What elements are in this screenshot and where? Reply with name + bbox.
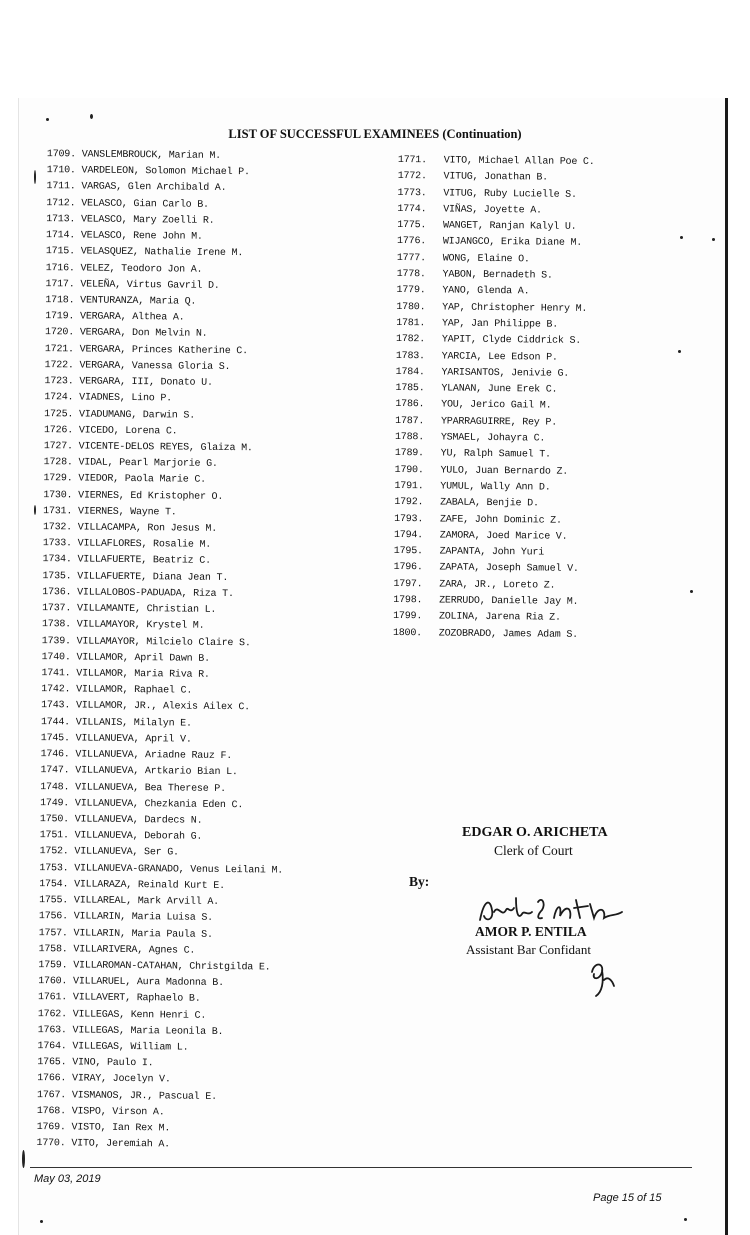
examinee-name: VIADNES, Lino P. — [79, 392, 173, 405]
examinee-name: ZAMORA, Joed Marice V. — [439, 530, 568, 543]
examinee-name: VIDAL, Pearl Marjorie G. — [78, 457, 218, 471]
examinee-number: 1773. — [397, 187, 427, 199]
examinee-number: 1719. — [45, 311, 75, 323]
examinee-number: 1800. — [392, 627, 423, 639]
examinee-number: 1776. — [397, 236, 427, 248]
examinee-number: 1798. — [393, 594, 423, 607]
examinee-number: 1771. — [397, 154, 427, 167]
examinee-name: VILLANUEVA, Ser G. — [74, 846, 179, 859]
examinee-number: 1751. — [39, 830, 69, 842]
examinee-name: ZAFE, John Dominic Z. — [439, 513, 562, 527]
examinee-name: VILLEGAS, Maria Leonila B. — [72, 1025, 224, 1038]
handwritten-initials — [584, 958, 618, 998]
examinee-number: 1785. — [395, 383, 425, 395]
clerk-title: Clerk of Court — [494, 843, 573, 858]
examinee-name: VILLAMAYOR, Krystel M. — [76, 619, 205, 633]
examinee-name: VERGARA, Althea A. — [79, 311, 185, 324]
examinee-name: VILLAREAL, Mark Arvill A. — [73, 895, 219, 909]
examinee-name: VIEDOR, Paola Marie C. — [78, 473, 207, 487]
examinee-number: 1774. — [397, 203, 427, 216]
examinee-number: 1781. — [396, 317, 426, 330]
examinee-name: VILLANUEVA, April V. — [75, 733, 192, 746]
examinee-number: 1742. — [41, 684, 71, 696]
examinee-number: 1718. — [45, 295, 75, 307]
examinee-number: 1795. — [393, 546, 423, 558]
examinee-name: VELASQUEZ, Nathalie Irene M. — [80, 246, 244, 260]
list-heading: LIST OF SUCCESSFUL EXAMINEES (Continuation) — [228, 127, 522, 141]
examinee-number: 1796. — [393, 562, 423, 574]
scan-speck — [712, 238, 715, 241]
examinee-number: 1779. — [396, 285, 426, 297]
examinee-name: YARISANTOS, Jenivie G. — [441, 367, 570, 380]
examinee-name: ZAPANTA, John Yuri — [439, 546, 545, 559]
examinee-number: 1737. — [42, 603, 72, 615]
scan-speck — [680, 236, 683, 239]
examinee-number: 1765. — [37, 1057, 67, 1069]
examinee-number: 1791. — [394, 480, 424, 493]
examinee-number: 1745. — [40, 732, 70, 745]
examinee-row — [393, 626, 723, 646]
examinee-name: VILLARIN, Maria Luisa S. — [73, 911, 214, 925]
examinee-number: 1760. — [38, 976, 68, 988]
examinee-number: 1762. — [37, 1008, 67, 1020]
examinee-number: 1789. — [394, 448, 424, 460]
examinee-number: 1799. — [393, 611, 423, 623]
examinee-name: VILLAROMAN-CATAHAN, Christgilda E. — [73, 960, 271, 974]
examinee-name: VILLANUEVA, Bea Therese P. — [75, 781, 226, 795]
examinee-number: 1794. — [393, 529, 424, 542]
examinee-name: VERGARA, Don Melvin N. — [79, 327, 208, 341]
examinee-number: 1790. — [394, 464, 424, 476]
examinee-number: 1732. — [42, 522, 73, 534]
examinee-number: 1713. — [46, 213, 76, 226]
examinee-number: 1735. — [42, 570, 72, 583]
footer-page-number: Page 15 of 15 — [593, 1192, 662, 1204]
examinee-number: 1725. — [44, 408, 74, 420]
examinee-name: YOU, Jerico Gail M. — [441, 399, 552, 413]
examinee-number: 1775. — [397, 220, 427, 232]
examinee-number: 1752. — [39, 846, 69, 858]
examinee-number: 1711. — [46, 181, 76, 193]
examinee-name: VILLAMAYOR, Milcielo Claire S. — [76, 636, 251, 649]
examinee-number: 1772. — [397, 171, 427, 183]
examinee-number: 1797. — [393, 578, 423, 590]
examinee-name: YAP, Christopher Henry M. — [442, 302, 588, 315]
examinee-number: 1714. — [45, 230, 76, 242]
examinee-number: 1749. — [40, 797, 70, 810]
examinee-name: VILLANUEVA, Artkario Bian L. — [75, 765, 238, 779]
examinee-name: YABON, Bernadeth S. — [442, 269, 553, 282]
examinee-number: 1746. — [40, 749, 70, 761]
examinee-number: 1720. — [44, 327, 75, 339]
examinee-name: YARCIA, Lee Edson P. — [441, 351, 558, 364]
examinee-name: VELEÑA, Virtus Gavril D. — [80, 279, 220, 292]
examinee-name: VISMANOS, JR., Pascual E. — [71, 1090, 217, 1103]
examinee-number: 1787. — [395, 415, 425, 428]
examinee-number: 1730. — [43, 489, 73, 501]
examinee-number: 1783. — [395, 350, 425, 362]
examinee-name: VILLAMOR, April Dawn B. — [76, 652, 210, 665]
examinee-name: VIADUMANG, Darwin S. — [78, 408, 196, 422]
handwritten-signature — [476, 894, 626, 926]
examinee-name: ZAPATA, Joseph Samuel V. — [439, 562, 579, 576]
examinee-name: ZOZOBRADO, James Adam S. — [438, 628, 579, 641]
examinee-name: ZERRUDO, Danielle Jay M. — [439, 595, 579, 608]
examinee-number: 1780. — [396, 301, 426, 313]
examinee-name: VITO, Jeremiah A. — [71, 1138, 171, 1151]
examinee-name: VILLALOBOS-PADUADA, Riza T. — [77, 587, 234, 601]
examinee-name: VILLANUEVA, Chezkania Eden C. — [74, 798, 244, 811]
scan-speck — [690, 590, 693, 593]
examinee-number: 1712. — [46, 197, 76, 210]
examinee-name: YU, Ralph Samuel T. — [440, 448, 551, 461]
examinee-name: VILLANUEVA, Ariadne Rauz F. — [75, 749, 233, 763]
examinee-number: 1726. — [43, 424, 74, 437]
examinee-name: VILLARAZA, Reinald Kurt E. — [74, 879, 225, 892]
examinee-number: 1722. — [44, 359, 74, 372]
examinee-number: 1778. — [396, 269, 426, 281]
examinee-number: 1768. — [36, 1105, 66, 1118]
examinee-number: 1759. — [38, 960, 68, 972]
examinee-number: 1753. — [39, 862, 69, 875]
examinee-number: 1758. — [38, 943, 68, 956]
examinee-number: 1738. — [41, 619, 72, 631]
examinee-name: VIÑAS, Joyette A. — [443, 204, 542, 217]
examinee-name: VERGARA, Vanessa Gloria S. — [79, 360, 231, 373]
examinee-name: VISPO, Virson A. — [71, 1106, 165, 1119]
examinee-number: 1770. — [36, 1138, 66, 1150]
footer-date: May 03, 2019 — [34, 1173, 101, 1185]
examinee-number: 1793. — [394, 513, 424, 525]
examinee-number: 1734. — [42, 554, 72, 566]
examinee-number: 1767. — [36, 1089, 67, 1102]
examinee-number: 1784. — [395, 366, 425, 379]
examinee-name: VILLAFUERTE, Beatriz C. — [77, 554, 211, 568]
examinee-name: YAPIT, Clyde Ciddrick S. — [441, 334, 582, 348]
examinee-number: 1750. — [39, 814, 70, 826]
examinee-name: ZARA, JR., Loreto Z. — [439, 579, 556, 592]
scan-speck — [90, 114, 93, 119]
examinee-name: VILLAMOR, JR., Alexis Ailex C. — [75, 700, 251, 714]
examinee-name: YPARRAGUIRRE, Rey P. — [440, 416, 558, 429]
assistant-title: Assistant Bar Confidant — [466, 942, 591, 957]
examinee-name: VILLAFUERTE, Diana Jean T. — [77, 571, 229, 584]
examinee-number: 1731. — [43, 505, 73, 518]
examinee-name: VILLARUEL, Aura Madonna B. — [73, 976, 224, 990]
by-label: By: — [409, 874, 430, 889]
examinee-number: 1757. — [38, 927, 68, 939]
examinee-number: 1740. — [41, 651, 71, 664]
examinee-number: 1754. — [39, 878, 69, 891]
examinee-number: 1744. — [40, 716, 71, 729]
examinee-name: ZABALA, Benjie D. — [440, 497, 539, 510]
examinee-number: 1786. — [395, 399, 425, 411]
examinee-name: VILLAFLORES, Rosalie M. — [77, 538, 212, 552]
examinee-name: VIERNES, Wayne T. — [77, 506, 177, 519]
examinee-number: 1743. — [41, 700, 71, 712]
examinee-number: 1777. — [396, 252, 426, 265]
examinee-name: VANSLEMBROUCK, Marian M. — [81, 149, 222, 162]
examinee-name: YAP, Jan Philippe B. — [441, 318, 559, 331]
examinee-number: 1769. — [36, 1122, 66, 1134]
examinee-name: VILLAVERT, Raphaelo B. — [72, 992, 201, 1006]
examinee-name: VERGARA, III, Donato U. — [79, 376, 213, 389]
examinee-number: 1788. — [394, 432, 425, 444]
examinee-name: VILLAMOR, Raphael C. — [76, 684, 193, 697]
examinee-name: YSMAEL, Johayra C. — [440, 432, 546, 445]
examinee-number: 1756. — [38, 911, 68, 923]
examinee-name: WANGET, Ranjan Kalyl U. — [442, 220, 577, 234]
examinee-name: VILLACAMPA, Ron Jesus M. — [77, 522, 218, 535]
examinee-name: YUMUL, Wally Ann D. — [440, 481, 551, 494]
examinee-name: VILLARIVERA, Agnes C. — [73, 944, 196, 957]
examinee-number: 1724. — [44, 392, 74, 404]
scan-speck — [46, 118, 49, 121]
examinee-name: VILLANUEVA, Deborah G. — [74, 830, 203, 843]
examinee-number: 1723. — [44, 376, 74, 388]
examinee-list-left — [25, 147, 396, 1156]
examinee-name: VICENTE-DELOS REYES, Glaiza M. — [78, 441, 253, 455]
examinee-number: 1755. — [39, 895, 69, 907]
examinee-name: VILLEGAS, William L. — [72, 1041, 189, 1054]
examinee-name: WIJANGCO, Erika Diane M. — [442, 236, 583, 250]
examinee-name: YLANAN, June Erek C. — [441, 383, 558, 396]
examinee-name: VICEDO, Lorena C. — [78, 425, 178, 438]
examinee-name: VELASCO, Gian Carlo B. — [81, 198, 209, 211]
examinee-number: 1709. — [46, 149, 76, 161]
examinee-name: YANO, Glenda A. — [442, 285, 530, 298]
examinee-number: 1792. — [394, 497, 424, 509]
examinee-number: 1729. — [43, 473, 73, 485]
examinee-name: VILLARIN, Maria Paula S. — [73, 927, 213, 941]
examinee-number: 1782. — [395, 334, 426, 346]
footer-rule — [30, 1167, 692, 1168]
examinee-number: 1727. — [43, 441, 73, 453]
examinee-name: YULO, Juan Bernardo Z. — [440, 465, 569, 478]
examinee-number: 1747. — [40, 765, 70, 777]
examinee-name: VILLANIS, Milalyn E. — [75, 717, 192, 730]
scan-speck — [34, 170, 36, 184]
scan-speck — [678, 350, 681, 353]
examinee-number: 1715. — [45, 246, 75, 258]
scan-speck — [40, 1220, 43, 1223]
examinee-number: 1739. — [41, 635, 71, 647]
examinee-list-right — [393, 153, 728, 645]
examinee-name: VILLAMOR, Maria Riva R. — [76, 668, 210, 681]
scan-speck — [34, 505, 36, 515]
examinee-name: VILLANUEVA, Dardecs N. — [74, 814, 203, 827]
examinee-number: 1761. — [38, 992, 68, 1004]
examinee-name: VILLAMANTE, Christian L. — [76, 603, 217, 617]
examinee-number: 1717. — [45, 278, 75, 291]
examinee-name: WONG, Elaine O. — [442, 253, 530, 266]
examinee-name: VIERNES, Ed Kristopher O. — [78, 490, 224, 503]
clerk-name: EDGAR O. ARICHETA — [462, 825, 608, 840]
examinee-number: 1736. — [42, 586, 72, 599]
scan-speck — [684, 1218, 687, 1221]
examinee-name: VARDELEON, Solomon Michael P. — [81, 165, 250, 179]
assistant-name: AMOR P. ENTILA — [475, 924, 587, 939]
examinee-name: VITUG, Jonathan B. — [443, 171, 549, 184]
examinee-number: 1733. — [42, 538, 72, 550]
examinee-name: VARGAS, Glen Archibald A. — [81, 181, 227, 195]
examinee-name: VITO, Michael Allan Poe C. — [443, 155, 595, 169]
examinee-name: VENTURANZA, Maria Q. — [80, 295, 197, 308]
examinee-name: VELASCO, Mary Zoelli R. — [80, 214, 215, 227]
examinee-number: 1748. — [40, 781, 70, 793]
examinee-name: VITUG, Ruby Lucielle S. — [443, 188, 577, 201]
examinee-number: 1763. — [37, 1024, 67, 1037]
examinee-number: 1710. — [46, 165, 76, 177]
examinee-number: 1721. — [44, 343, 74, 356]
examinee-number: 1716. — [45, 262, 75, 274]
examinee-number: 1766. — [37, 1073, 67, 1085]
scan-speck — [22, 1150, 25, 1168]
examinee-number: 1764. — [37, 1041, 67, 1053]
examinee-name: VIRAY, Jocelyn V. — [71, 1073, 171, 1086]
examinee-name: VILLEGAS, Kenn Henri C. — [72, 1009, 207, 1022]
examinee-name: VELASCO, Rene John M. — [80, 230, 203, 243]
examinee-name: VISTO, Ian Rex M. — [71, 1122, 171, 1135]
examinee-name: ZOLINA, Jarena Ria Z. — [438, 611, 561, 625]
examinee-name: VILLANUEVA-GRANADO, Venus Leilani M. — [74, 863, 284, 877]
examinee-number: 1728. — [43, 457, 73, 469]
examinee-name: VINO, Paulo I. — [72, 1057, 154, 1070]
examinee-name: VERGARA, Princes Katherine C. — [79, 344, 248, 357]
examinee-name: VELEZ, Teodoro Jon A. — [80, 263, 203, 276]
examinee-number: 1741. — [41, 668, 71, 680]
